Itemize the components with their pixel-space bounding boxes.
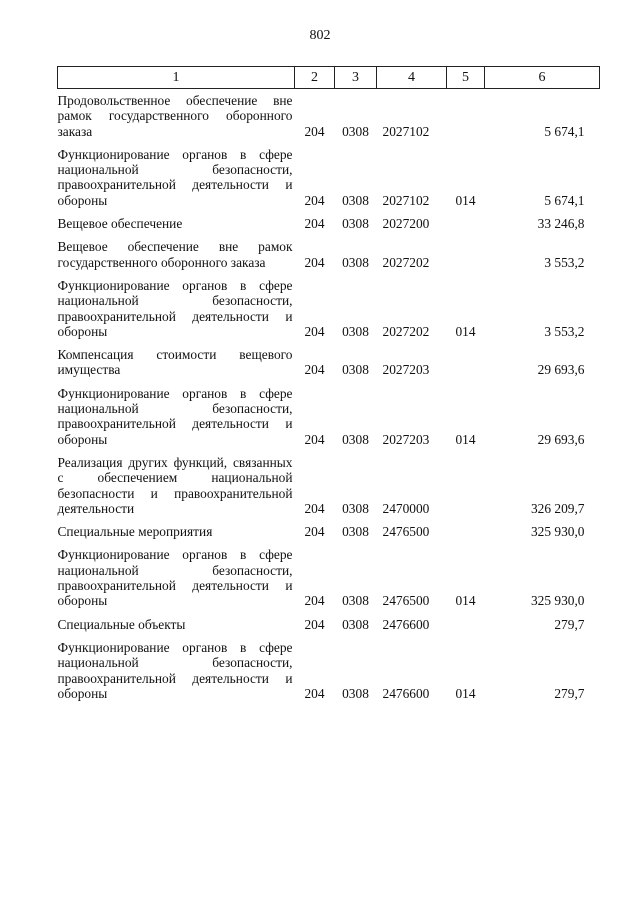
row-col-4: 2027202	[382, 254, 430, 270]
row-col-4: 2027102	[382, 192, 430, 208]
row-name: Специальные объекты	[57, 616, 186, 632]
row-name: Продовольственное обеспечение вне рамок государственного оборонного заказа	[57, 93, 293, 139]
header-col-1: 1	[58, 67, 295, 89]
row-amount: 29 693,6	[537, 431, 585, 447]
row-col-2: 204	[304, 431, 325, 447]
row-name: Компенсация стоимости вещевого имущества	[57, 347, 293, 378]
row-col-4: 2027203	[382, 362, 430, 378]
table-row	[58, 208, 600, 231]
row-col-5	[447, 609, 485, 632]
row-col-2: 204	[304, 500, 325, 516]
row-amount: 279,7	[554, 616, 585, 632]
header-row	[58, 67, 600, 89]
table-row	[58, 447, 600, 516]
table-row	[58, 539, 600, 608]
row-name: Функционирование органов в сфере национальной безопасности, правоохранительной деятельности и обороны	[57, 146, 293, 208]
row-amount: 3 553,2	[544, 254, 585, 270]
row-col-5: 014	[455, 323, 476, 339]
row-col-5: 014	[455, 431, 476, 447]
row-amount: 5 674,1	[544, 123, 585, 139]
row-col-3: 0308	[342, 593, 369, 609]
row-col-4: 2476600	[382, 685, 430, 701]
row-name: Реализация других функций, связанных с обеспечением национальной безопасности и правоохранительной деятельности	[57, 454, 293, 516]
row-col-4: 2476500	[382, 524, 430, 540]
row-col-3: 0308	[342, 192, 369, 208]
row-col-2: 204	[304, 254, 325, 270]
row-name: Вещевое обеспечение	[57, 216, 183, 232]
row-name: Функционирование органов в сфере национальной безопасности, правоохранительной деятельности и обороны	[57, 385, 293, 447]
row-name: Функционирование органов в сфере национальной безопасности, правоохранительной деятельности и обороны	[57, 639, 293, 701]
table-row	[58, 632, 600, 701]
row-amount: 5 674,1	[544, 192, 585, 208]
row-name: Функционирование органов в сфере национальной безопасности, правоохранительной деятельности и обороны	[57, 277, 293, 339]
table-body	[58, 89, 600, 702]
row-amount: 326 209,7	[530, 500, 585, 516]
row-col-4: 2027200	[382, 216, 430, 232]
row-col-5: 014	[455, 192, 476, 208]
row-amount: 325 930,0	[530, 524, 585, 540]
row-col-5	[447, 208, 485, 231]
table-row	[58, 378, 600, 447]
row-col-3: 0308	[342, 123, 369, 139]
row-col-5: 014	[455, 685, 476, 701]
row-col-2: 204	[304, 192, 325, 208]
row-name: Вещевое обеспечение вне рамок государственного оборонного заказа	[57, 239, 293, 270]
row-col-2: 204	[304, 362, 325, 378]
row-col-2: 204	[304, 685, 325, 701]
table-row	[58, 89, 600, 139]
row-col-2: 204	[304, 593, 325, 609]
table-row	[58, 609, 600, 632]
header-col-4: 4	[377, 67, 447, 89]
row-col-4: 2027203	[382, 431, 430, 447]
row-amount: 279,7	[554, 685, 585, 701]
header-col-5: 5	[447, 67, 485, 89]
row-col-2: 204	[304, 123, 325, 139]
table-header	[58, 67, 600, 89]
row-col-3: 0308	[342, 685, 369, 701]
row-col-5	[447, 89, 485, 139]
row-name: Специальные мероприятия	[57, 524, 213, 540]
row-amount: 33 246,8	[537, 216, 585, 232]
row-amount: 29 693,6	[537, 362, 585, 378]
row-amount: 325 930,0	[530, 593, 585, 609]
table-row	[58, 231, 600, 270]
row-name: Функционирование органов в сфере национальной безопасности, правоохранительной деятельности и обороны	[57, 547, 293, 609]
row-col-2: 204	[304, 616, 325, 632]
row-col-3: 0308	[342, 216, 369, 232]
row-col-3: 0308	[342, 616, 369, 632]
table-row	[58, 139, 600, 208]
header-col-2: 2	[295, 67, 335, 89]
table-row	[58, 516, 600, 539]
header-col-3: 3	[335, 67, 377, 89]
row-col-3: 0308	[342, 500, 369, 516]
row-col-3: 0308	[342, 254, 369, 270]
table-row	[58, 270, 600, 339]
row-col-5	[447, 231, 485, 270]
header-col-6: 6	[485, 67, 600, 89]
table-row	[58, 339, 600, 378]
row-col-2: 204	[304, 323, 325, 339]
row-col-4: 2476500	[382, 593, 430, 609]
row-col-4: 2027102	[382, 123, 430, 139]
row-col-3: 0308	[342, 362, 369, 378]
row-col-2: 204	[304, 216, 325, 232]
row-col-5	[447, 516, 485, 539]
row-col-5: 014	[455, 593, 476, 609]
row-col-3: 0308	[342, 431, 369, 447]
row-col-5	[447, 339, 485, 378]
budget-table	[57, 66, 600, 701]
page-number: 802	[309, 28, 331, 43]
row-col-3: 0308	[342, 323, 369, 339]
row-col-4: 2027202	[382, 323, 430, 339]
row-col-3: 0308	[342, 524, 369, 540]
row-col-2: 204	[304, 524, 325, 540]
row-col-4: 2476600	[382, 616, 430, 632]
row-amount: 3 553,2	[544, 323, 585, 339]
row-col-5	[447, 447, 485, 516]
row-col-4: 2470000	[382, 500, 430, 516]
